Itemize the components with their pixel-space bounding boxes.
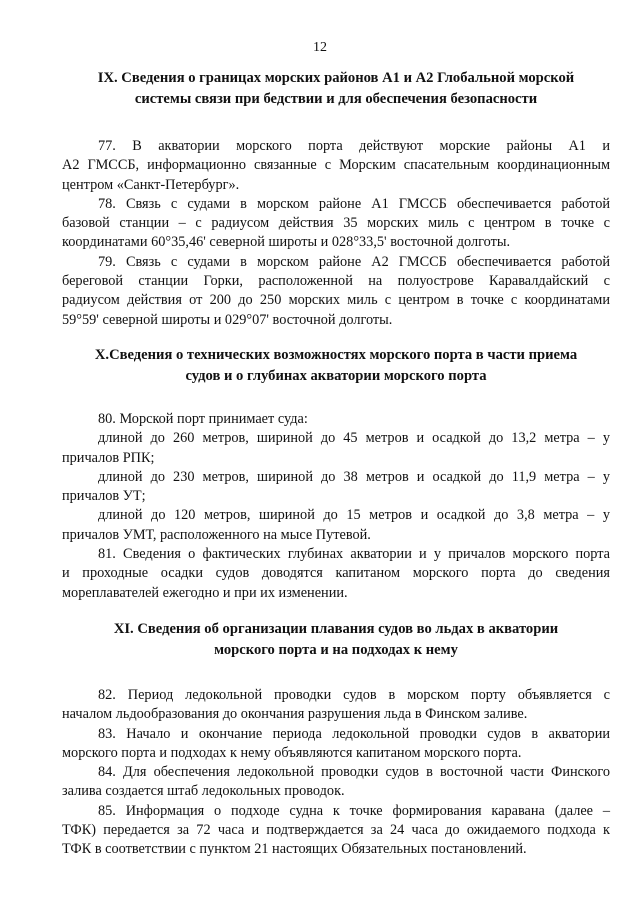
paragraph-77 xyxy=(62,137,610,195)
paragraph-line: 84. Для обеспечения ледокольной проводки судов в восточной части Финского xyxy=(98,764,610,781)
section-11-heading-line-1: XI. Сведения об организации плавания судов во льдах в акватории xyxy=(113,621,559,637)
paragraph-line: 79. Связь с судами в морском районе А2 ГМССБ обеспечивается работой xyxy=(98,253,610,270)
paragraph-line: 82. Период ледокольной проводки судов в морском порту объявляется с xyxy=(98,687,610,703)
paragraph-line: базовой станции – с радиусом действия 35 морских миль с центром в точке с xyxy=(62,215,610,232)
paragraph-line: ТФК в соответствии с пунктом 21 настоящих Обязательных постановлений. xyxy=(62,841,527,858)
paragraph-line: морского порта и подходах к нему объявляются капитаном морского порта. xyxy=(62,744,522,761)
paragraph-line: причалов УМТ, расположенного на мысе Путевой. xyxy=(62,526,371,543)
section-9-heading-line-2: системы связи при бедствии и для обеспечения безопасности xyxy=(134,91,538,107)
paragraph-line: 59°59' северной широты и 029°07' восточной долготы. xyxy=(62,311,393,328)
paragraph-line: центром «Санкт-Петербург». xyxy=(62,176,240,193)
section-10-heading-line-2: судов и о глубинах акватории морского порта xyxy=(185,368,487,384)
paragraph-line: 83. Начало и окончание периода ледокольной проводки судов в акватории xyxy=(98,725,610,742)
paragraph-line: залива создается штаб ледокольных проводок. xyxy=(62,783,345,800)
paragraph-line: причалов УТ; xyxy=(62,488,146,505)
paragraph-line: длиной до 260 метров, шириной до 45 метров и осадкой до 13,2 метра – у xyxy=(98,430,610,447)
section-10-body xyxy=(62,410,610,603)
paragraph-line: мореплавателей ежегодно и при их изменении. xyxy=(62,584,348,601)
paragraph-line: 85. Информация о подходе судна к точке формирования каравана (далее – xyxy=(98,802,610,819)
section-9-heading-line-1: IX. Сведения о границах морских районов А1 и А2 Глобальной морской xyxy=(97,70,575,86)
paragraph-line: причалов РПК; xyxy=(62,449,155,466)
paragraph-80 xyxy=(62,410,610,545)
section-11-heading xyxy=(62,619,610,661)
section-11-heading-line-2: морского порта и на подходах к нему xyxy=(214,642,458,658)
paragraph-line: длиной до 120 метров, шириной до 15 метров и осадкой до 3,8 метра – у xyxy=(98,507,610,524)
paragraph-line: ТФК) передается за 72 часа и подтверждается за 24 часа до ожидаемого подхода к xyxy=(62,822,610,839)
paragraph-line: 77. В акватории морского порта действуют морские районы А1 и xyxy=(98,138,610,154)
section-11-body xyxy=(62,686,610,860)
section-10-heading-line-1: X.Сведения о технических возможностях морского порта в части приема xyxy=(94,347,578,363)
paragraph-83 xyxy=(62,725,610,764)
paragraph-78 xyxy=(62,195,610,253)
paragraph-line: 80. Морской порт принимает суда: xyxy=(98,411,308,427)
page-number: 12 xyxy=(313,40,327,55)
paragraph-81 xyxy=(62,545,610,603)
paragraph-line: длиной до 230 метров, шириной до 38 метров и осадкой до 11,9 метра – у xyxy=(98,468,610,485)
paragraph-84 xyxy=(62,763,610,802)
section-9-body xyxy=(62,137,610,330)
paragraph-line: радиусом действия от 200 до 250 морских миль с центром в точке с координатами xyxy=(62,292,610,309)
paragraph-line: координатами 60°35,46' северной широты и 028°33,5' восточной долготы. xyxy=(62,234,511,251)
section-9-heading xyxy=(62,68,610,110)
paragraph-85 xyxy=(62,802,610,860)
paragraph-79 xyxy=(62,253,610,330)
paragraph-line: береговой станции Горки, расположенной на полуострове Каравалдайский с xyxy=(62,273,610,290)
paragraph-line: началом льдообразования до окончания разрушения льда в Финском заливе. xyxy=(62,706,528,723)
paragraph-line: и проходные осадки судов доводятся капитаном морского порта до сведения xyxy=(62,565,610,582)
section-10-heading xyxy=(62,345,610,387)
paragraph-line: 81. Сведения о фактических глубинах акватории и у причалов морского порта xyxy=(98,546,610,563)
paragraph-line: А2 ГМССБ, информационно связанные с Морским спасательным координационным xyxy=(62,157,610,174)
paragraph-82 xyxy=(62,686,610,725)
paragraph-line: 78. Связь с судами в морском районе А1 ГМССБ обеспечивается работой xyxy=(98,195,610,212)
